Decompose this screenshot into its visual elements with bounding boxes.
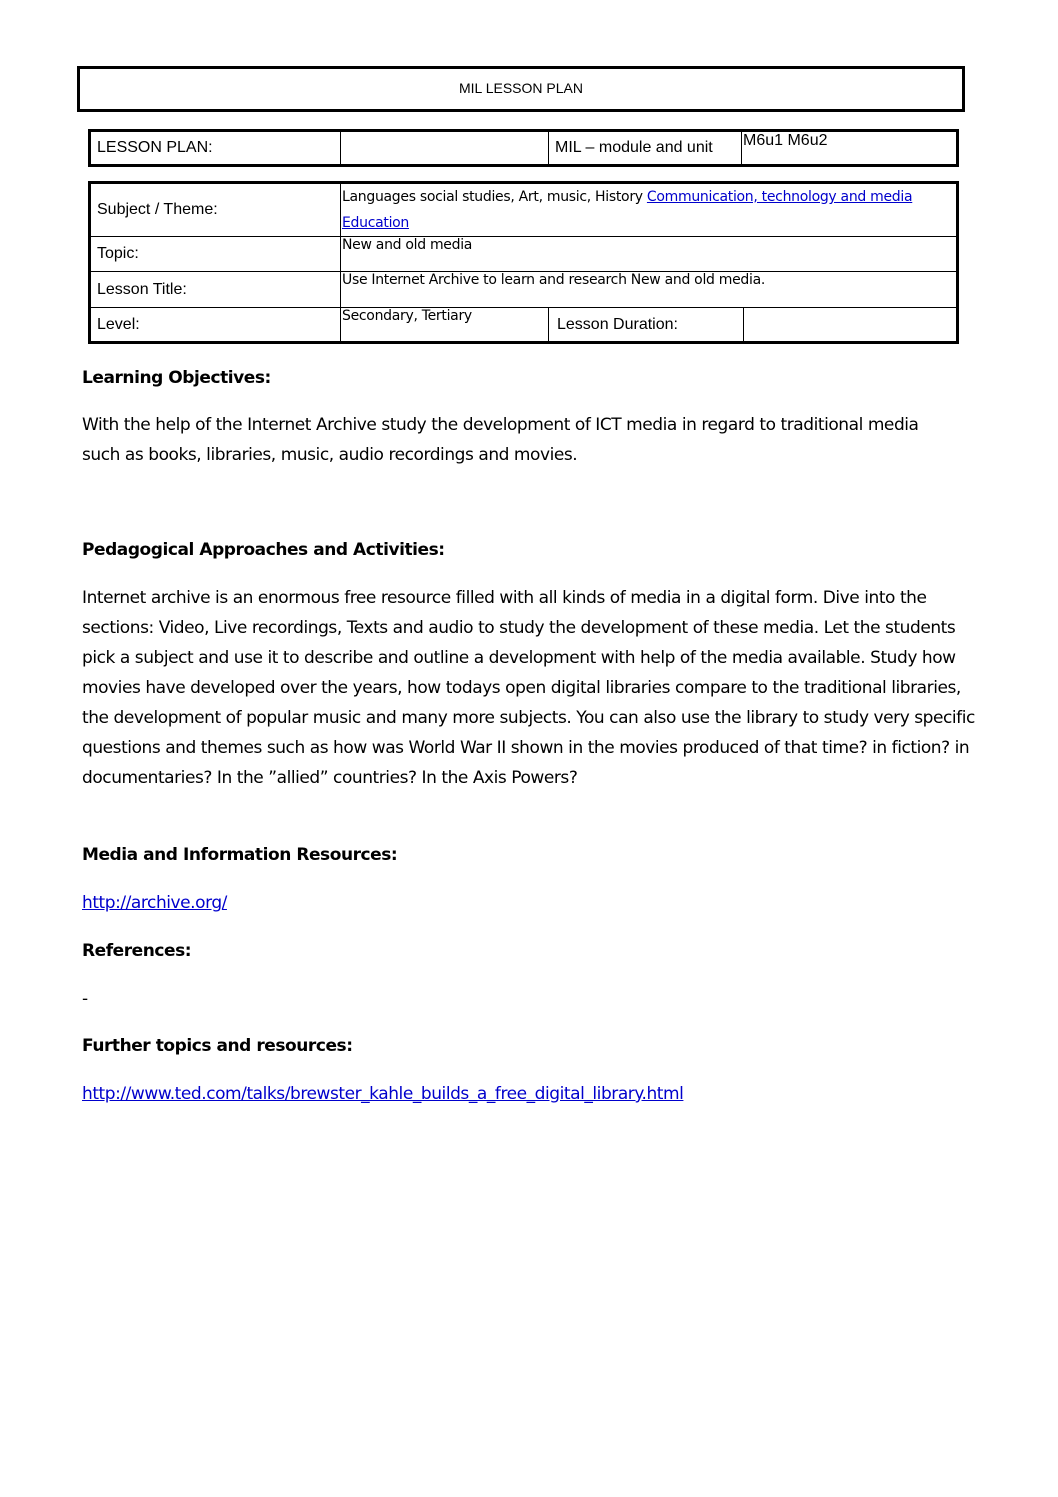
resources-heading: Media and Information Resources:	[82, 845, 398, 865]
topic-label: Topic:	[90, 237, 341, 272]
level-label: Level:	[90, 308, 341, 343]
module-label: MIL – module and unit	[549, 131, 742, 166]
lesson-details-table	[88, 181, 959, 344]
subject-value	[341, 183, 958, 237]
subject-text: Languages social studies, Art, music, History	[342, 189, 647, 205]
lesson-plan-value	[341, 131, 549, 166]
lesson-title-label: Lesson Title:	[90, 272, 341, 308]
subject-link[interactable]: Communication, technology and media Education	[342, 189, 913, 231]
further-link[interactable]: http://www.ted.com/talks/brewster_kahle_builds_a_free_digital_library.html	[82, 1084, 684, 1104]
pedagogy-text: Internet archive is an enormous free resource filled with all kinds of media in a digital form. Dive into the sections: Video, Live recordings, Texts and audio to study the development of these media. Let the students pick a subject and use it to describe and outline a development with help of the media available. Study how movies have developed over the years, how todays open digital libraries compare to the traditional libraries, the development of popular music and many more subjects. You can also use the library to study very specific questions and themes such as how was World War II shown in the movies produced of that time? in fiction? in documentaries? In the ”allied” countries? In the Axis Powers?	[82, 588, 975, 788]
further-heading: Further topics and resources:	[82, 1036, 353, 1056]
resources-link[interactable]: http://archive.org/	[82, 893, 227, 913]
document-title: MIL LESSON PLAN	[459, 80, 583, 96]
references-heading: References:	[82, 941, 192, 961]
objectives-heading: Learning Objectives:	[82, 368, 271, 388]
lesson-plan-label: LESSON PLAN:	[90, 131, 341, 166]
pedagogy-heading: Pedagogical Approaches and Activities:	[82, 540, 445, 560]
subject-label: Subject / Theme:	[90, 183, 341, 237]
duration-label: Lesson Duration:	[549, 308, 744, 343]
topic-value: New and old media	[341, 237, 958, 272]
objectives-text: With the help of the Internet Archive study the development of ICT media in regard to traditional media such as books, libraries, music, audio recordings and movies.	[82, 415, 919, 465]
lesson-plan-header-table	[88, 129, 959, 167]
module-value: M6u1 M6u2	[742, 131, 958, 166]
level-value: Secondary, Tertiary	[341, 308, 549, 343]
lesson-title-value: Use Internet Archive to learn and research New and old media.	[341, 272, 958, 308]
duration-value	[744, 308, 958, 343]
document-title-box	[77, 66, 965, 112]
references-text: -	[82, 989, 88, 1009]
